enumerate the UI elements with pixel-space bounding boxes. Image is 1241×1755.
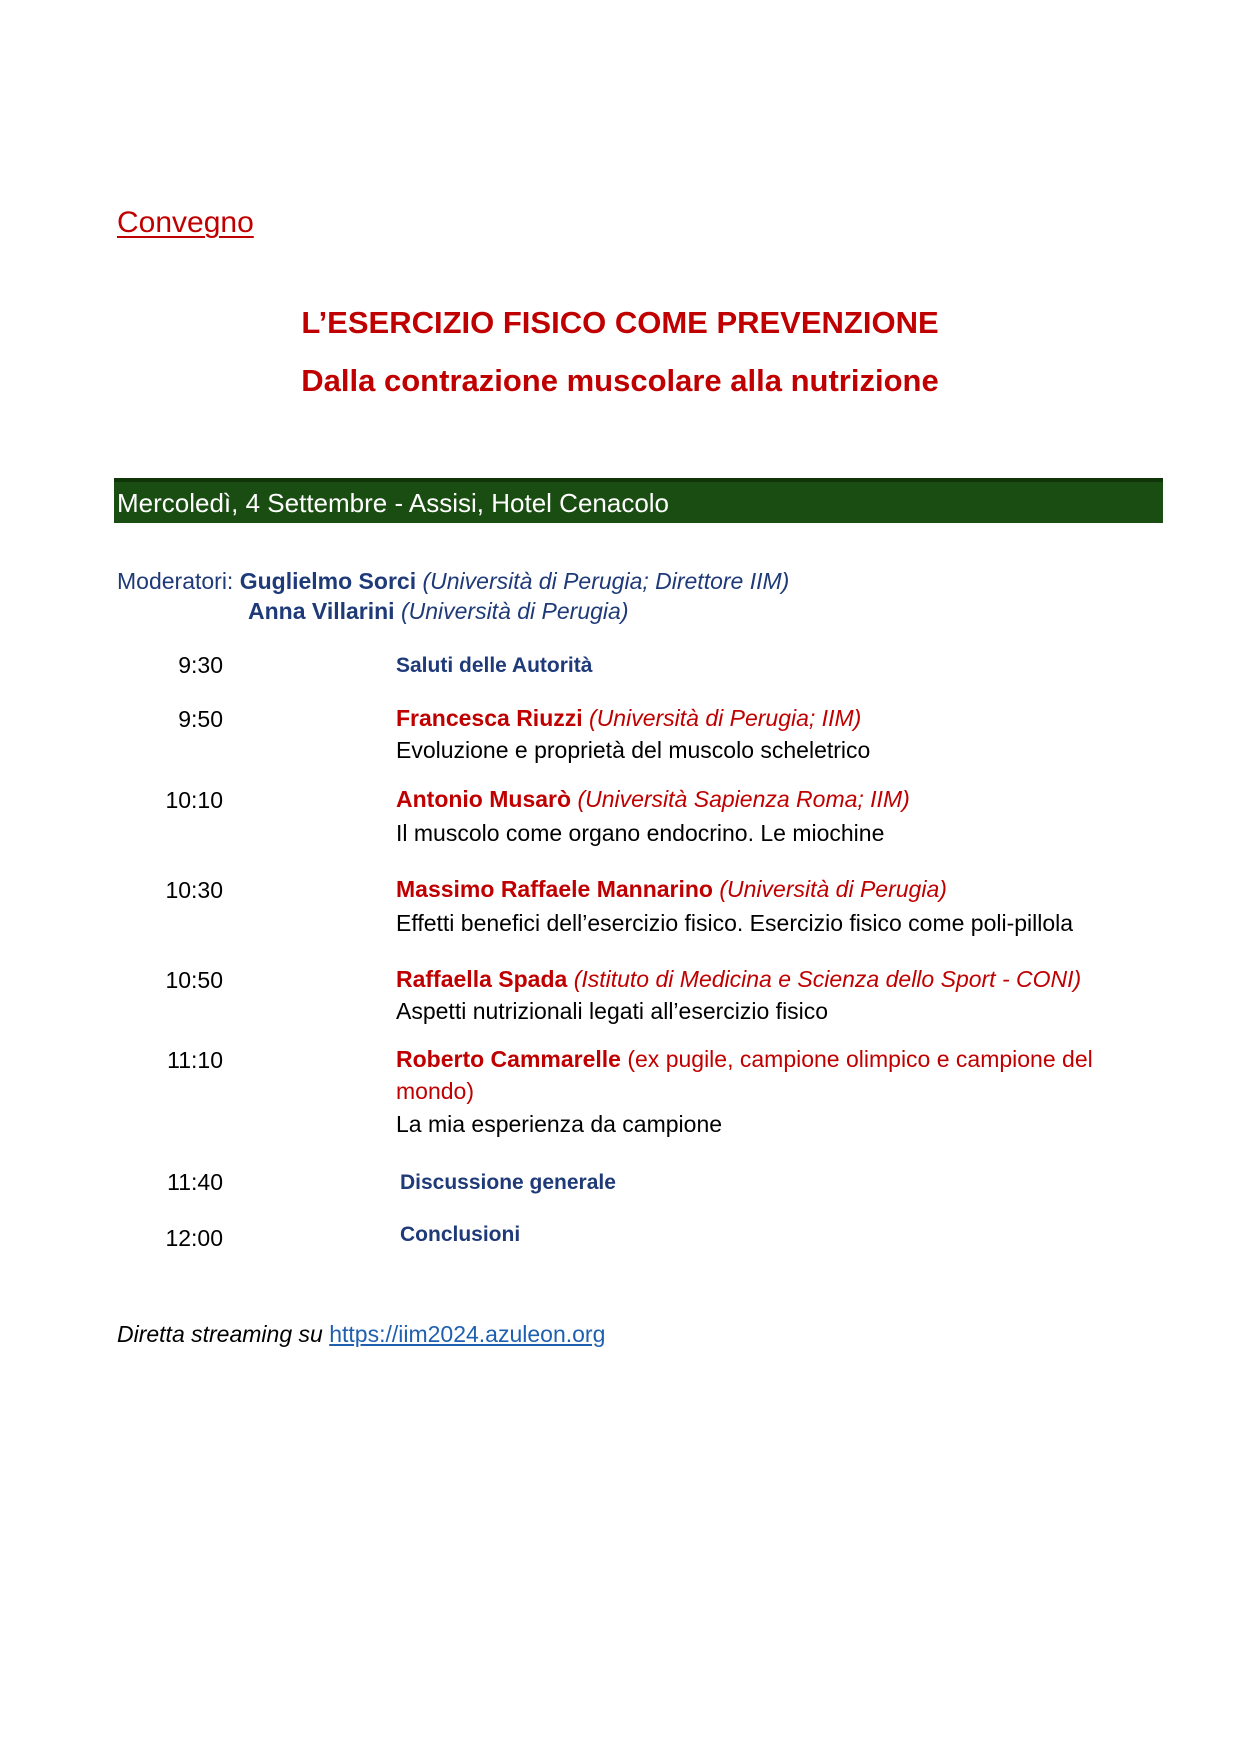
slot-time: 9:50 (178, 706, 223, 732)
speaker-line (396, 873, 1166, 905)
streaming-prefix: Diretta streaming su (117, 1321, 323, 1347)
session-label: Saluti delle Autorità (396, 654, 593, 677)
speaker-name: Antonio Musarò (396, 786, 572, 812)
slot-time: 10:30 (165, 877, 223, 903)
talk-title: Aspetti nutrizionali legati all’esercizio fisico (396, 998, 829, 1024)
speaker-line (396, 963, 1166, 995)
slot-content (396, 1043, 1166, 1140)
slot-content (400, 1217, 1170, 1251)
speaker-affiliation: (ex pugile, campione olimpico e campione del mondo) (396, 1046, 1093, 1104)
date-location-text: Mercoledì, 4 Settembre - Assisi, Hotel Cenacolo (117, 488, 670, 518)
moderator-name: Anna Villarini (248, 598, 395, 624)
speaker-line (396, 783, 1166, 815)
speaker-affiliation: (Istituto di Medicina e Scienza dello Sport - CONI) (573, 966, 1082, 992)
speaker-name: Francesca Riuzzi (396, 705, 583, 731)
slot-time: 12:00 (165, 1225, 223, 1251)
speaker-name: Roberto Cammarelle (396, 1046, 621, 1072)
moderators-label: Moderatori: (117, 568, 234, 594)
slot-time: 10:50 (165, 967, 223, 993)
moderator-row (117, 566, 789, 596)
session-label: Conclusioni (400, 1223, 521, 1246)
speaker-name: Massimo Raffaele Mannarino (396, 876, 713, 902)
event-type-label: Convegno (117, 206, 254, 239)
slot-time: 10:10 (165, 787, 223, 813)
moderator-name: Guglielmo Sorci (239, 568, 417, 594)
streaming-link[interactable]: https://iim2024.azuleon.org (329, 1321, 606, 1347)
talk-title: La mia esperienza da campione (396, 1111, 723, 1137)
speaker-name: Raffaella Spada (396, 966, 568, 992)
talk-title: Evoluzione e proprietà del muscolo scheletrico (396, 737, 871, 763)
session-label: Discussione generale (400, 1171, 616, 1194)
speaker-affiliation: (Università Sapienza Roma; IIM) (577, 786, 910, 812)
slot-content (396, 873, 1166, 939)
talk-title: Effetti benefici dell’esercizio fisico. Esercizio fisico come poli-pillola (396, 910, 1074, 936)
slot-time: 9:30 (178, 652, 223, 678)
speaker-line (396, 1043, 1166, 1107)
slot-time: 11:10 (167, 1047, 223, 1073)
slot-content (396, 783, 1166, 849)
moderator-affiliation: (Università di Perugia; Direttore IIM) (422, 568, 790, 594)
slot-content (400, 1165, 1170, 1199)
streaming-line (117, 1318, 605, 1350)
slot-time: 11:40 (167, 1169, 223, 1195)
speaker-affiliation: (Università di Perugia) (719, 876, 947, 902)
event-subtitle: Dalla contrazione muscolare alla nutrizione (301, 363, 939, 398)
moderator-affiliation: (Università di Perugia) (400, 598, 629, 624)
talk-title: Il muscolo come organo endocrino. Le miochine (396, 820, 885, 846)
date-location-bar (114, 478, 1163, 523)
speaker-affiliation: (Università di Perugia; IIM) (589, 705, 862, 731)
moderator-row (117, 596, 789, 626)
speaker-line (396, 702, 1166, 734)
slot-content (396, 648, 1166, 682)
slot-content (396, 963, 1166, 1027)
slot-content (396, 702, 1166, 766)
moderators-block (117, 566, 789, 626)
event-title: L’ESERCIZIO FISICO COME PREVENZIONE (301, 305, 939, 340)
